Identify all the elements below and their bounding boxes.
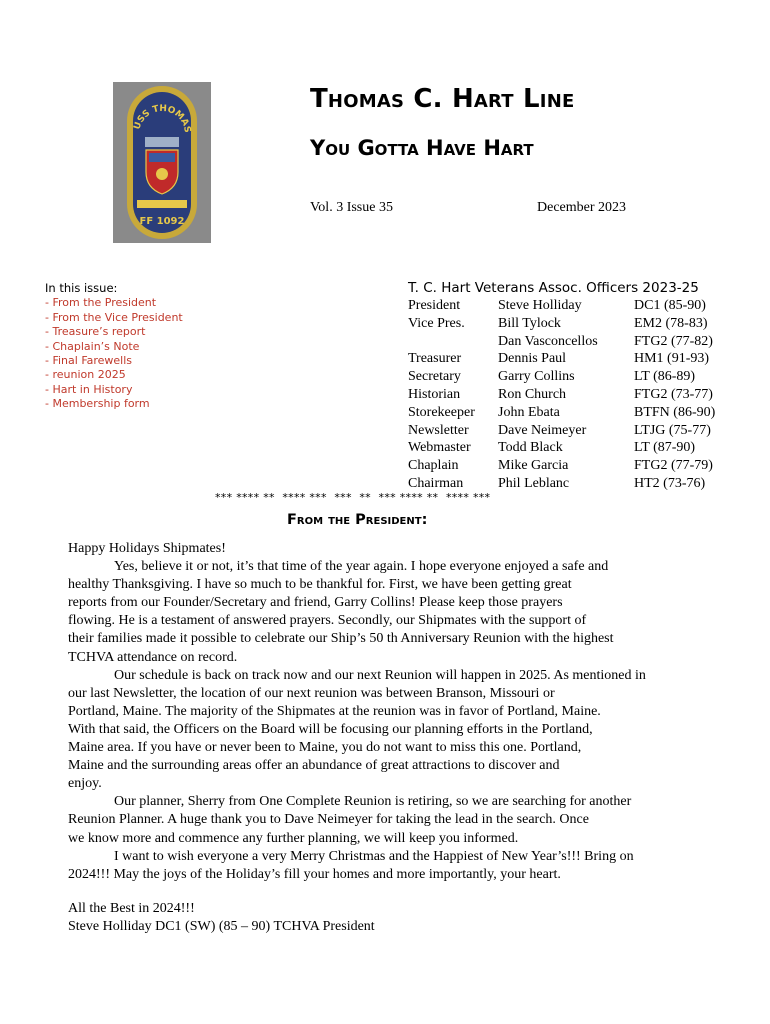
article-line: our last Newsletter, the location of our next reunion was between Branson, Missouri or <box>68 685 555 701</box>
toc-item: - From the President <box>45 296 157 310</box>
toc-item: - Final Farewells <box>45 354 133 368</box>
officer-role: Storekeeper <box>408 404 475 420</box>
officer-name: John Ebata <box>498 404 560 420</box>
article-line: Reunion Planner. A huge thank you to Dave Neimeyer for taking the lead in the search. Once <box>68 812 589 828</box>
article-line: I want to wish everyone a very Merry Christmas and the Happiest of New Year’s!!! Bring on <box>114 848 634 864</box>
article-signature: Steve Holliday DC1 (SW) (85 – 90) TCHVA President <box>68 918 375 934</box>
officer-name: Mike Garcia <box>498 458 569 474</box>
article-closing: All the Best in 2024!!! <box>68 900 195 916</box>
article-line: Maine area. If you have or never been to Maine, you do not want to miss this one. Portland, <box>68 740 582 756</box>
article-line: reports from our Founder/Secretary and friend, Garry Collins! Please keep those prayers <box>68 595 563 611</box>
toc-item: - Membership form <box>45 397 150 411</box>
officer-role: Treasurer <box>408 351 462 367</box>
officers-heading: T. C. Hart Veterans Assoc. Officers 2023-25 <box>408 280 699 296</box>
paragraph-spacer <box>68 884 708 900</box>
article-line: With that said, the Officers on the Board will be focusing our planning efforts in the Portland, <box>68 721 593 737</box>
patch-motto-scroll <box>137 200 187 208</box>
officer-role: Chairman <box>408 475 464 491</box>
issue-volume: Vol. 3 Issue 35 <box>310 200 393 215</box>
officer-role: Vice Pres. <box>408 315 465 331</box>
officer-role: Newsletter <box>408 422 469 438</box>
officer-name: Garry Collins <box>498 369 575 385</box>
toc-item: - Chaplain’s Note <box>45 339 140 353</box>
officer-rank: FTG2 (77-79) <box>634 458 713 474</box>
article-line: healthy Thanksgiving. I have so much to be thankful for. First, we have been getting great <box>68 577 572 593</box>
toc-item: - reunion 2025 <box>45 368 126 382</box>
officer-rank: BTFN (86-90) <box>634 404 716 420</box>
officer-rank: FTG2 (73-77) <box>634 386 713 402</box>
officer-name: Bill Tylock <box>498 315 561 331</box>
patch-bottom-text: FF 1092 <box>139 216 185 227</box>
article-line: Portland, Maine. The majority of the Shipmates at the reunion was in favor of Portland, Maine. <box>68 703 601 719</box>
newsletter-title: Thomas C. Hart Line <box>310 84 575 114</box>
patch-shield-charge <box>156 168 168 180</box>
article-line: Yes, believe it or not, it’s that time of the year again. I hope everyone enjoyed a safe and <box>114 559 609 575</box>
article-heading <box>287 512 427 528</box>
officer-rank: HT2 (73-76) <box>634 475 706 491</box>
officer-rank: HM1 (91-93) <box>634 351 710 367</box>
officer-role: President <box>408 298 461 313</box>
patch-top-text: USS THOMAS <box>132 103 193 134</box>
article-body <box>68 540 708 936</box>
article-line: 2024!!! May the joys of the Holiday’s fill your homes and more importantly, your heart. <box>68 866 561 882</box>
officer-name: Dave Neimeyer <box>498 422 587 438</box>
officer-name: Phil Leblanc <box>498 475 570 491</box>
article-line: flowing. He is a testament of answered prayers. Secondly, our Shipmates with the support of <box>68 613 587 629</box>
article-line: TCHVA attendance on record. <box>68 649 238 665</box>
officer-name: Dennis Paul <box>498 351 567 367</box>
article-heading-colon: : <box>421 512 428 528</box>
officer-rank: LTJG (75-77) <box>634 422 711 438</box>
officer-role: Secretary <box>408 369 461 385</box>
article-heading-text: From the President <box>287 512 422 528</box>
officer-rank: FTG2 (77-82) <box>634 333 713 349</box>
patch-helm <box>145 137 179 147</box>
officer-rank: LT (87-90) <box>634 440 696 456</box>
ship-patch-emblem-icon <box>113 82 211 243</box>
toc-item: - Treasure’s report <box>45 325 146 339</box>
article-line: we know more and commence any further planning, we will keep you informed. <box>68 830 519 846</box>
officer-role: Webmaster <box>408 440 471 456</box>
toc-item: - Hart in History <box>45 382 133 396</box>
officer-role: Chaplain <box>408 458 459 474</box>
newsletter-subtitle: You Gotta Have Hart <box>310 136 534 160</box>
article-line: Happy Holidays Shipmates! <box>68 541 226 556</box>
article-line: Our planner, Sherry from One Complete Reunion is retiring, so we are searching for another <box>114 794 632 810</box>
toc-item: - From the Vice President <box>45 310 183 324</box>
section-divider: *** **** ** **** *** *** ** *** **** ** **** *** <box>215 491 491 504</box>
officer-rank: LT (86-89) <box>634 369 696 385</box>
officer-rank: EM2 (78-83) <box>634 315 708 331</box>
toc-header: In this issue: <box>45 281 118 295</box>
officer-rank: DC1 (85-90) <box>634 298 706 313</box>
table-of-contents <box>45 281 183 412</box>
article-line: Our schedule is back on track now and our next Reunion will happen in 2025. As mentioned in <box>114 667 646 683</box>
article-line: their families made it possible to celebrate our Ship’s 50 th Anniversary Reunion with the highest <box>68 631 614 647</box>
officer-name: Todd Black <box>498 440 563 456</box>
officer-name: Steve Holliday <box>498 298 582 313</box>
issue-date: December 2023 <box>537 200 627 215</box>
officer-name: Dan Vasconcellos <box>498 333 598 349</box>
article-line: Maine and the surrounding areas offer an abundance of great attractions to discover and <box>68 758 560 774</box>
officer-name: Ron Church <box>498 386 567 402</box>
patch-shield-chief <box>149 153 175 162</box>
article-line: enjoy. <box>68 776 102 792</box>
officer-role: Historian <box>408 386 461 402</box>
